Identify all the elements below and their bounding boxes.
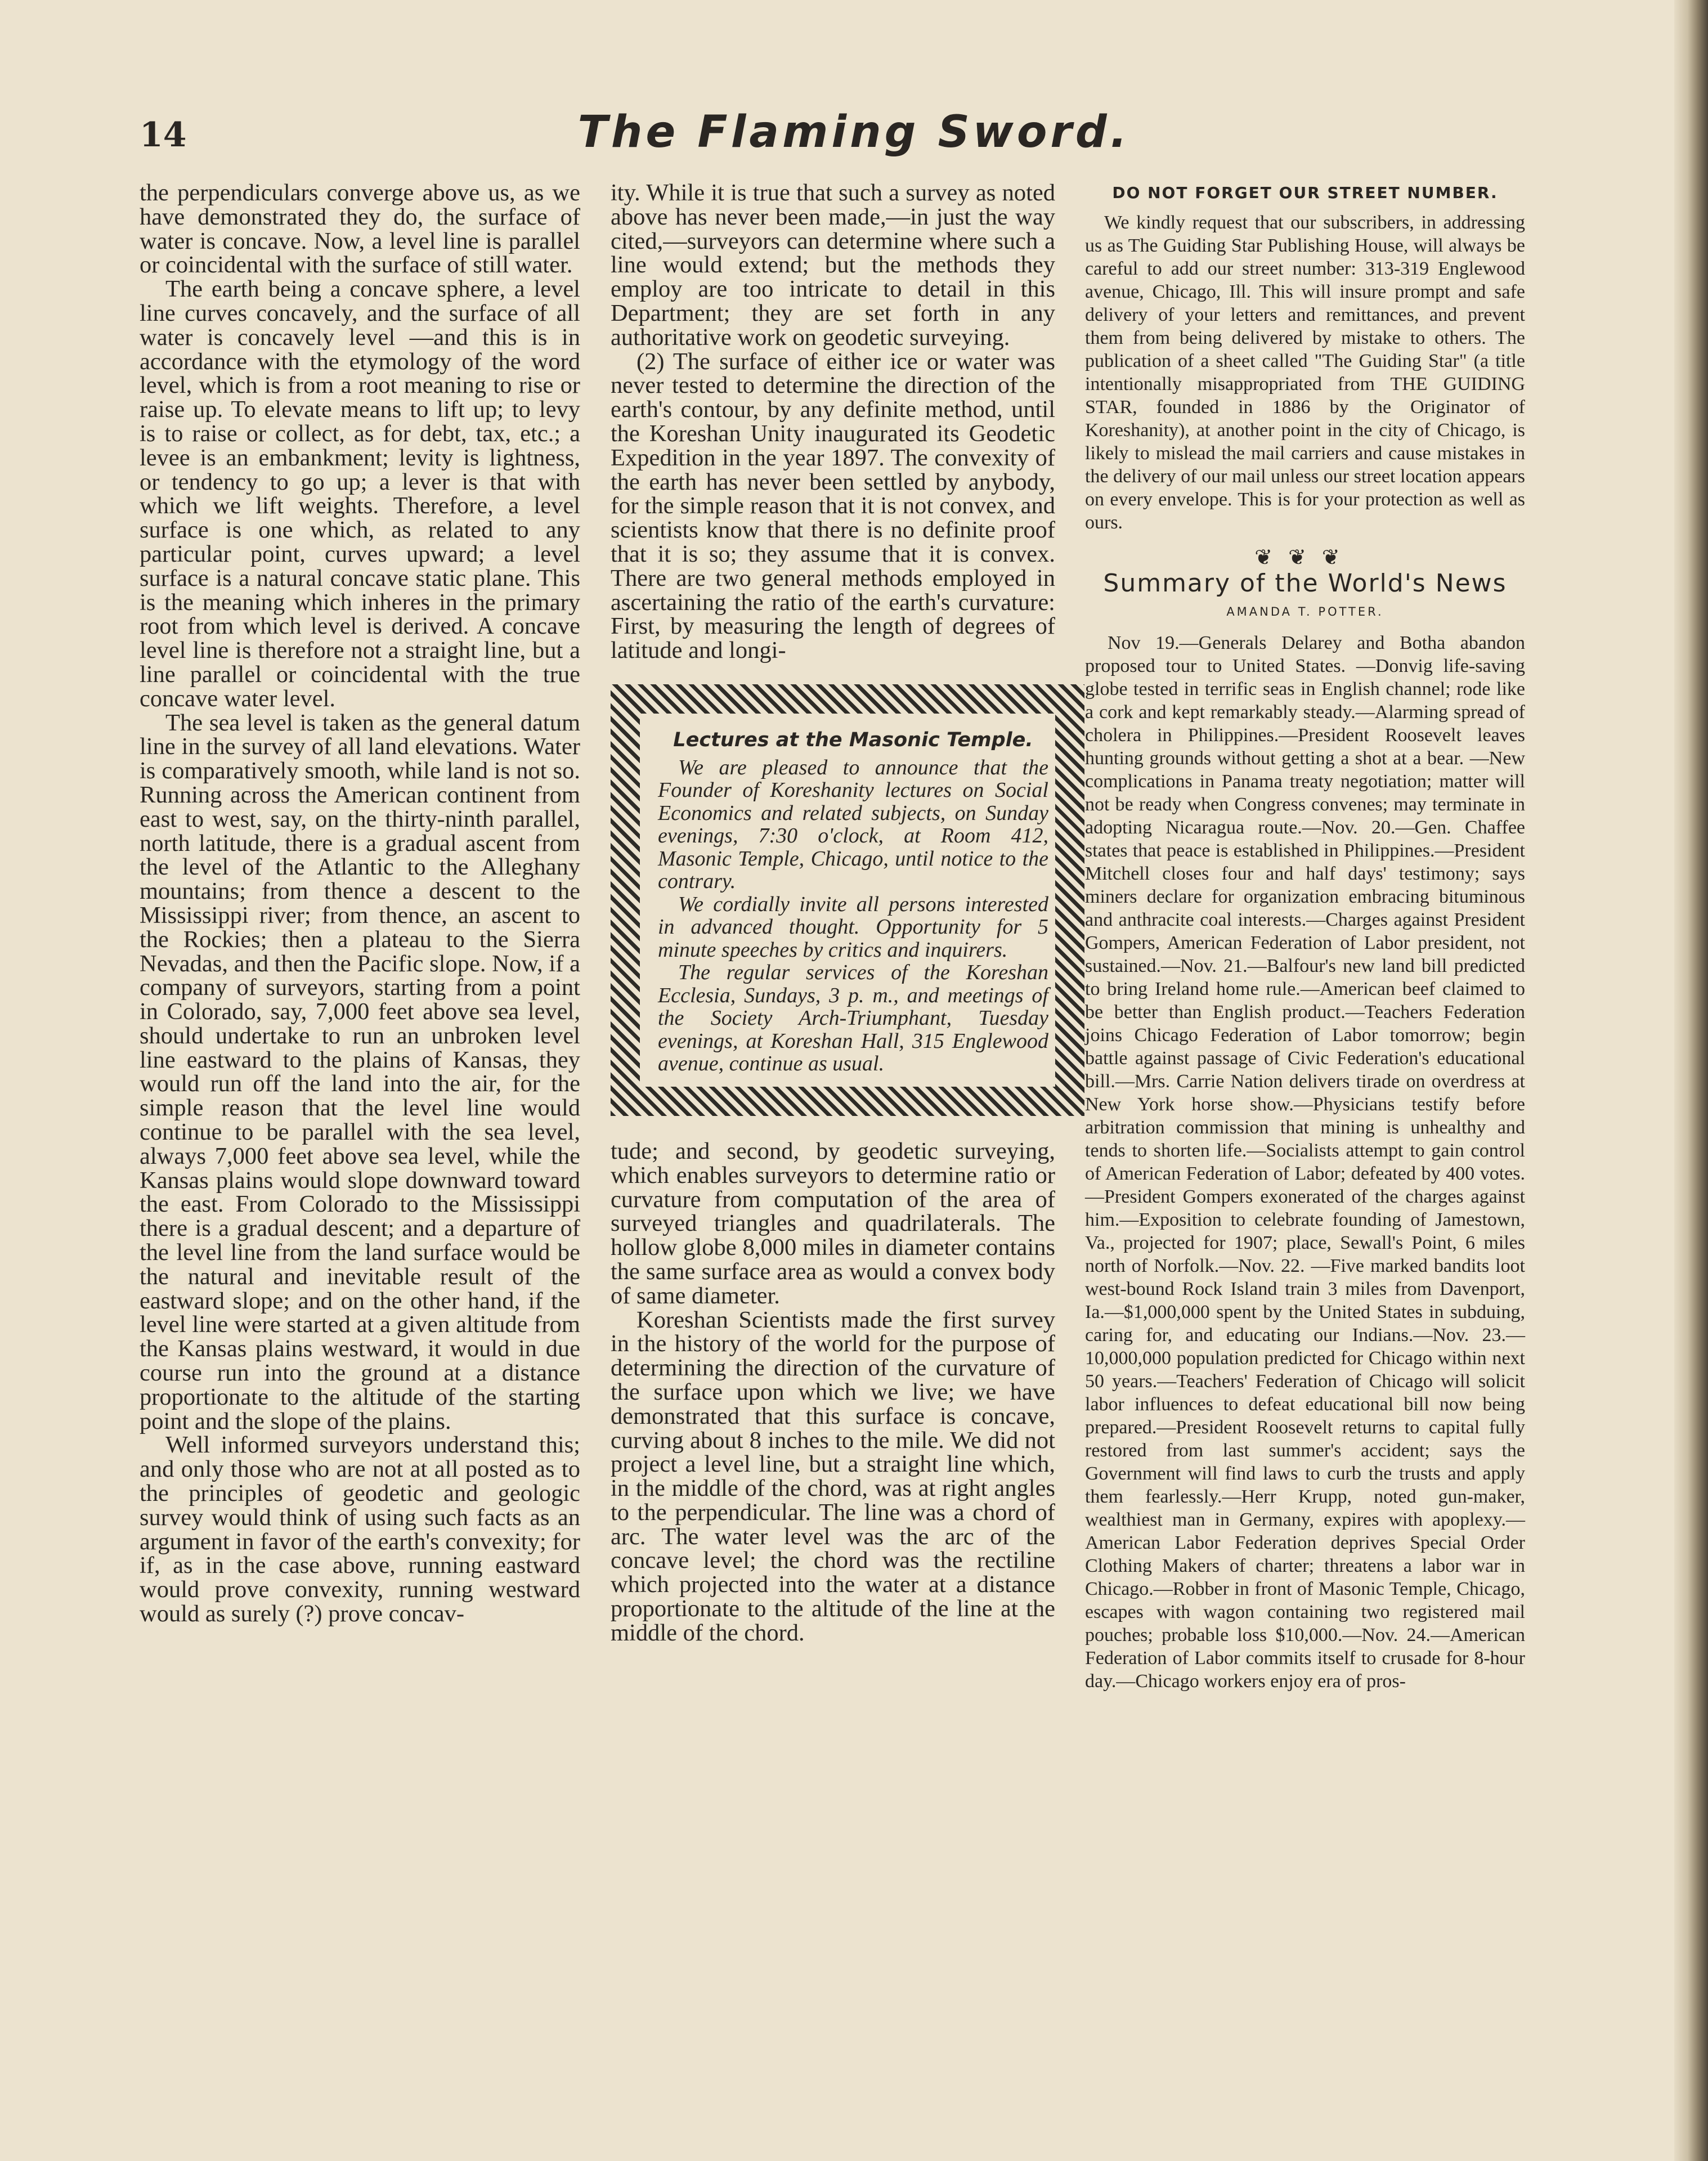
column-middle <box>611 181 1055 1646</box>
fleuron-divider-icon: ❦❦❦ <box>1254 546 1356 570</box>
column-right <box>1085 181 1525 1693</box>
box-paragraph: The regular services of the Koreshan Ecclesia, Sundays, 3 p. m., and meetings of the Society Arch-Triumphant, Tuesday evenings, at Koreshan Hall, 315 Englewood avenue, continue as usual. <box>658 961 1048 1076</box>
paragraph: ity. While it is true that such a survey as noted above has never been made,—in just the way cited,—surveyors can determine where such a line would extend; but the methods they employ are too intricate to detail in this Department; they are set forth in any authoritative work on geodetic surveying. <box>611 180 1055 351</box>
lectures-announcement-box <box>611 684 1084 1116</box>
paragraph: tude; and second, by geodetic surveying, which enables surveyors to determine ratio or curvature from computation of the area of surveyed triangles and quadrilaterals. The hollow globe 8,000 miles in diameter contains the same surface area as would a convex body of same diameter. <box>611 1137 1055 1309</box>
paragraph: Well informed surveyors understand this; and only those who are not at all posted as to the principles of geodetic and geologic survey would think of using such facts as an argument in favor of the earth's convexity; for if, as in the case above, running eastward would prove convexity, running westward would as surely (?) prove concav- <box>140 1432 580 1628</box>
section-heading: Summary of the World's News <box>1103 569 1507 598</box>
book-spine-shadow <box>1674 0 1708 2161</box>
paragraph: The sea level is taken as the general datum line in the survey of all land elevations. Water is comparatively smooth, while land is not so. Running across the American continent from east to west, say, on the thirty-ninth parallel, north latitude, there is a gradual ascent from the level of the Atlantic to the Alleghany mountains; from thence a descent to the Mississippi river; from thence, an ascent to the Rockies; then a plateau to the Sierra Nevadas, and then the Pacific slope. Now, if a company of surveyors, starting from a point in Colorado, say, 7,000 feet above sea level, should undertake to run an unbroken level line eastward to the plains of Kansas, they would run off the land into the air, for the simple reason that the level line would continue to be parallel with the sea level, always 7,000 feet above sea level, while the Kansas plains would slope downward toward the east. From Colorado to the Mississippi there is a gradual descent; and a departure of the level line from the land surface would be the natural and inevitable result of the eastward slope; and on the other hand, if the level line were started at a given altitude from the Kansas plains westward, it would in due course run into the ground at a distance proportionate to the altitude of the starting point and the slope of the plains. <box>140 709 580 1434</box>
box-paragraph: We are pleased to announce that the Founder of Koreshanity lectures on Social Economics and related subjects, on Sunday evenings, 7:30 o'clock, at Room 412, Masonic Temple, Chicago, until notice to the contrary. <box>658 755 1048 894</box>
notice-heading: DO NOT FORGET OUR STREET NUMBER. <box>1112 183 1498 202</box>
notice-text: We kindly request that our subscribers, in addressing us as The Guiding Star Publishing House, will always be careful to add our street number: 313-319 Englewood avenue, Chicago, Ill. This will insure prompt and safe delivery of your letters and remittances, and prevent them from being delivered by mistake to others. The publication of a sheet called "The Guiding Star" (a title intentionally misappropriated from THE GUIDING STAR, founded in 1886 by the Originator of Koreshanity), at another point in the city of Chicago, is likely to mislead the mail carriers and cause mistakes in the delivery of our mail unless our street location appears on every envelope. This is for your protection as well as ours. <box>1085 212 1525 533</box>
byline: AMANDA T. POTTER. <box>1226 605 1384 618</box>
box-paragraph: We cordially invite all persons interested in advanced thought. Opportunity for 5 minute speeches by critics and inquirers. <box>658 892 1048 962</box>
paragraph: (2) The surface of either ice or water was never tested to determine the direction of the earth's contour, by any definite method, until the Koreshan Unity inaugurated its Geodetic Expedition in the year 1897. The convexity of the earth has never been settled by anybody, for the simple reason that it is not convex, and scientists know that there is no definite proof that it is so; they assume that it is convex. There are two general methods employed in ascertaining the ratio of the earth's curvature: First, by measuring the length of degrees of latitude and longi- <box>611 348 1055 664</box>
page-number: 14 <box>140 115 187 155</box>
page-title: The Flaming Sword. <box>577 107 1131 158</box>
paragraph: Koreshan Scientists made the first survey in the history of the world for the purpose of determining the direction of the curvature of the surface upon which we live; we have demonstrated that this surface is concave, curving about 8 inches to the mile. We did not project a level line, but a straight line which, in the middle of the chord, was at right angles to the perpendicular. The line was a chord of arc. The water level was the arc of the concave level; the chord was the rectiline which projected into the water at a distance proportionate to the altitude of the line at the middle of the chord. <box>611 1306 1055 1646</box>
paragraph: The earth being a concave sphere, a level line curves concavely, and the surface of all water is concavely level —and this is in accordance with the etymology of the word level, which is from a root meaning to rise or raise up. To elevate means to lift up; to levy is to raise or collect, as for debt, tax, etc.; a levee is an embankment; levity is lightness, or tendency to go up; a lever is that with which we lift weights. Therefore, a level surface is one which, as related to any particular point, curves upward; a level surface is a natural concave static plane. This is the meaning which inheres in the primary root from which level is derived. A concave level line is therefore not a straight line, but a line parallel or coincidental with the true concave water level. <box>140 276 580 712</box>
paragraph: the perpendiculars converge above us, as we have demonstrated they do, the surface of water is concave. Now, a level line is parallel or coincidental with the surface of still water. <box>140 180 580 279</box>
box-title: Lectures at the Masonic Temple. <box>673 728 1033 751</box>
column-left <box>140 181 580 1626</box>
news-summary: Nov 19.—Generals Delarey and Botha abandon proposed tour to United States. —Donvig life-saving globe tested in terrific seas in English channel; rode like a cork and kept remarkably steady.—Alarming spread of cholera in Philippines.—President Roosevelt leaves hunting grounds without getting a shot at a bear. —New complications in Panama treaty negotiation; matter will not be ready when Congress convenes; may terminate in adopting Nicaragua route.—Nov. 20.—Gen. Chaffee states that peace is established in Philippines.—President Mitchell closes four and half days' testimony; says miners declare for organization embracing bituminous and anthracite coal interests.—Charges against President Gompers, American Federation of Labor president, not sustained.—Nov. 21.—Balfour's new land bill predicted to bring Ireland home rule.—American beef claimed to be better than English product.—Teachers Federation joins Chicago Federation of Labor tomorrow; begin battle against passage of Civic Federation's educational bill.—Mrs. Carrie Nation delivers tirade on overdress at New York horse show.—Physicians testify before arbitration commission that mining is unhealthy and tends to shorten life.—Socialists attempt to gain control of American Federation of Labor; defeated by 400 votes.—President Gompers exonerated of the charges against him.—Exposition to celebrate founding of Jamestown, Va., projected for 1907; place, Sewall's Point, 6 miles north of Norfolk.—Nov. 22. —Five marked bandits loot west-bound Rock Island train 3 miles from Davenport, Ia.—$1,000,000 spent by the United States in subduing, caring for, and educating our Indians.—Nov. 23.—10,000,000 population predicted for Chicago within next 50 years.—Teachers' Federation of Chicago will solicit labor influences to defeat educational bill now being prepared.—President Roosevelt returns to capital fully restored from last summer's accident; says the Government will find laws to curb the trusts and apply them fearlessly.—Herr Krupp, noted gun-maker, wealthiest man in Germany, expires with apoplexy.—American Labor Federation deprives Special Order Clothing Makers of charter; threatens a labor war in Chicago.—Robber in front of Masonic Temple, Chicago, escapes with wagon containing two registered mail pouches; probable loss $10,000.—Nov. 24.—American Federation of Labor commits itself to crusade for 8-hour day.—Chicago workers enjoy era of pros- <box>1085 633 1525 1692</box>
